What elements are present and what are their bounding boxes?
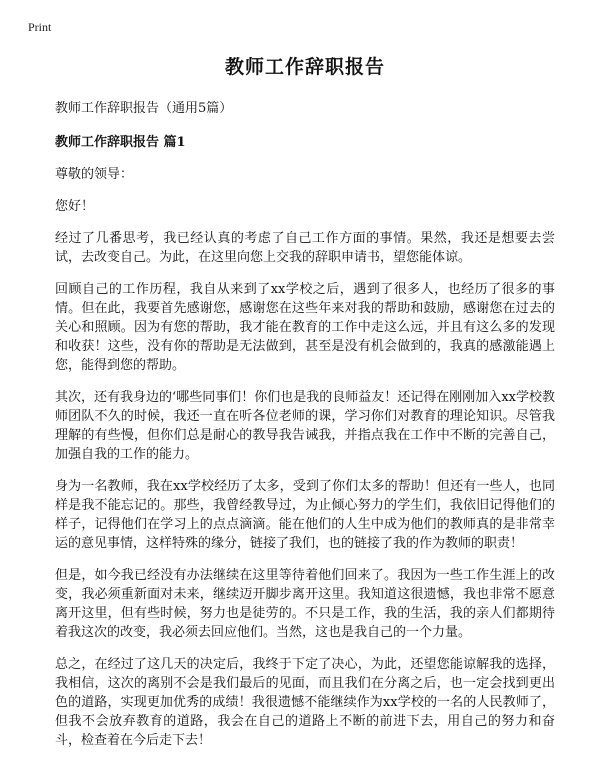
paragraph: 身为一名教师，我在xx学校经历了太多，受到了你们太多的帮助！但还有一些人，也同样是我不能忘记的。那些，我曾经教导过，为止倾心努力的学生们，我依旧记得他们的样子，记得他们在学习上的点点滴滴。能在他们的人生中成为他们的教师真的是非常幸运的意见事情，这样特殊的缘分，链接了我们，也的链接了我的作为教师的职责！ bbox=[55, 479, 555, 551]
document-title: 教师工作辞职报告 bbox=[224, 56, 385, 78]
paragraph: 回顾自己的工作历程，我自从来到了xx学校之后，遇到了很多人，也经历了很多的事情。但在此，我要首先感谢您，感谢您在这些年来对我的帮助和鼓励，感谢您在过去的关心和照顾。因为有您的帮助，我才能在教育的工作中走这么远，并且有这么多的发现和收获！这些，没有你的帮助是无法做到，甚至是没有机会做到的，我真的感激能遇上您，能得到您的帮助。 bbox=[55, 282, 555, 373]
document-subtitle: 教师工作辞职报告（通用5篇） bbox=[55, 101, 233, 116]
document-body bbox=[55, 52, 555, 763]
greeting: 您好！ bbox=[55, 199, 95, 214]
paragraph: 其次，还有我身边的‘哪些同事们！你们也是我的良师益友！还记得在刚刚加入xx学校教师团队不久的时候，我还一直在听各位老师的课，学习你们对教育的理论知识。尽管我理解的有些慢，但你们总是耐心的教导我告诫我，并指点我在工作中不断的完善自己，加强自我的工作的能力。 bbox=[55, 390, 555, 462]
paragraph: 但是，如今我已经没有办法继续在这里等待着他们回来了。我因为一些工作生涯上的改变，我必须重新面对未来，继续迈开脚步离开这里。我知道这很遗憾，我也非常不愿意离开这里，但有些时候，努力也是徒劳的。不只是工作，我的生活，我的亲人们都期待着我这次的改变，我必须去回应他们。当然，这也是我自己的一个力量。 bbox=[55, 568, 555, 640]
paragraph: 总之，在经过了这几天的决定后，我终于下定了决心，为此，还望您能谅解我的选择，我相信，这次的离别不会是我们最后的见面，而且我们在分离之后，也一定会找到更出色的道路，实现更加优秀的成绩！我很遗憾不能继续作为xx学校的一名的人民教师了，但我不会放弃教育的道路，我会在自己的道路上不断的前进下去，用自己的努力和奋斗，检查着在今后走下去！ bbox=[55, 657, 555, 748]
section-heading: 教师工作辞职报告 篇1 bbox=[55, 135, 186, 150]
print-link[interactable]: Print bbox=[28, 20, 52, 34]
paragraph: 经过了几番思考，我已经认真的考虑了自己工作方面的事情。果然，我还是想要去尝试，去改变自己。为此，在这里向您上交我的辞职申请书，望您能体谅。 bbox=[55, 231, 555, 265]
salutation: 尊敬的领导： bbox=[55, 167, 134, 182]
